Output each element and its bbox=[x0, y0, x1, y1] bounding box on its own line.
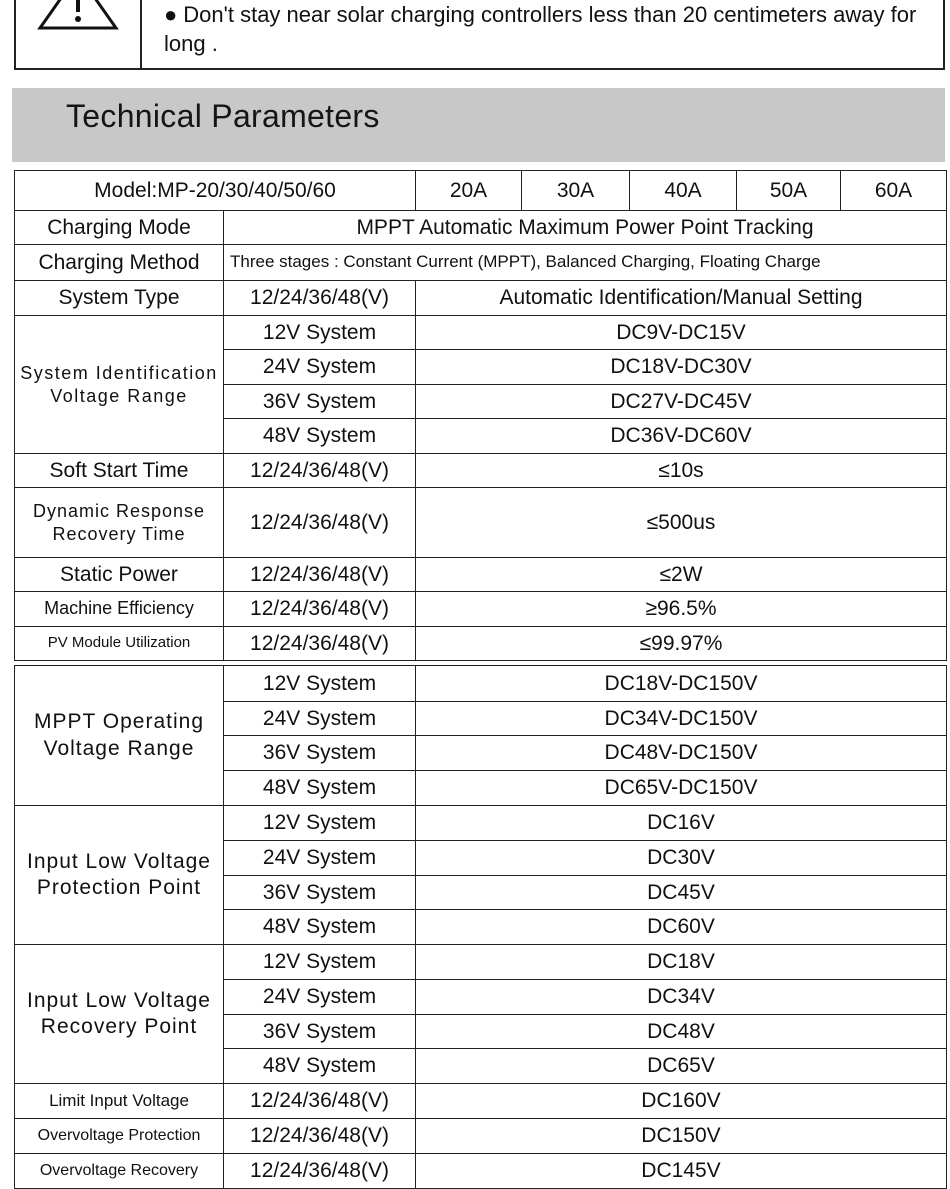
current-20a: 20A bbox=[416, 171, 522, 211]
value-cell: DC45V bbox=[416, 876, 947, 910]
value-cell: DC27V-DC45V bbox=[416, 385, 947, 419]
row-value: ≤500us bbox=[416, 488, 947, 558]
table-row bbox=[15, 592, 947, 627]
system-cell: 12V System bbox=[224, 945, 416, 980]
row-label: Charging Method bbox=[15, 245, 224, 281]
row-voltage: 12/24/36/48(V) bbox=[224, 1084, 416, 1119]
system-cell: 48V System bbox=[224, 1049, 416, 1084]
row-label: Soft Start Time bbox=[15, 454, 224, 488]
row-value: ≤2W bbox=[416, 558, 947, 592]
row-label: Static Power bbox=[15, 558, 224, 592]
row-voltage: 12/24/36/48(V) bbox=[224, 592, 416, 627]
row-value: MPPT Automatic Maximum Power Point Tracking bbox=[224, 211, 947, 245]
section-header bbox=[12, 88, 945, 162]
group-label: Input Low Voltage Protection Point bbox=[15, 806, 224, 945]
row-label: Limit Input Voltage bbox=[15, 1084, 224, 1119]
system-cell: 36V System bbox=[224, 736, 416, 771]
group-label: System Identification Voltage Range bbox=[15, 316, 224, 454]
current-60a: 60A bbox=[841, 171, 947, 211]
value-cell: DC18V-DC150V bbox=[416, 666, 947, 702]
warning-triangle-icon bbox=[36, 0, 120, 32]
row-value: DC160V bbox=[416, 1084, 947, 1119]
table-row bbox=[15, 1154, 947, 1189]
table-row bbox=[15, 558, 947, 592]
system-cell: 48V System bbox=[224, 771, 416, 806]
row-value: Automatic Identification/Manual Setting bbox=[416, 281, 947, 316]
row-value: DC145V bbox=[416, 1154, 947, 1189]
system-cell: 36V System bbox=[224, 876, 416, 910]
value-cell: DC16V bbox=[416, 806, 947, 841]
value-cell: DC9V-DC15V bbox=[416, 316, 947, 350]
row-voltage: 12/24/36/48(V) bbox=[224, 488, 416, 558]
row-voltage: 12/24/36/48(V) bbox=[224, 454, 416, 488]
table-row bbox=[15, 454, 947, 488]
system-cell: 36V System bbox=[224, 1015, 416, 1049]
table-row bbox=[15, 488, 947, 558]
row-label: Dynamic Response Recovery Time bbox=[15, 488, 224, 558]
current-30a: 30A bbox=[522, 171, 630, 211]
table-row bbox=[15, 316, 947, 350]
value-cell: DC36V-DC60V bbox=[416, 419, 947, 454]
group-label: MPPT Operating Voltage Range bbox=[15, 666, 224, 806]
row-voltage: 12/24/36/48(V) bbox=[224, 558, 416, 592]
row-value: ≤99.97% bbox=[416, 627, 947, 661]
value-cell: DC48V-DC150V bbox=[416, 736, 947, 771]
table-row bbox=[15, 945, 947, 980]
system-cell: 24V System bbox=[224, 841, 416, 876]
system-cell: 12V System bbox=[224, 316, 416, 350]
system-cell: 12V System bbox=[224, 666, 416, 702]
row-label: Machine Efficiency bbox=[15, 592, 224, 627]
row-label: Overvoltage Recovery bbox=[15, 1154, 224, 1189]
row-value: ≤10s bbox=[416, 454, 947, 488]
model-label: Model:MP-20/30/40/50/60 bbox=[15, 171, 416, 211]
warning-text-block bbox=[164, 0, 934, 58]
table-row bbox=[15, 627, 947, 661]
value-cell: DC60V bbox=[416, 910, 947, 945]
system-cell: 24V System bbox=[224, 702, 416, 736]
section-title: Technical Parameters bbox=[66, 98, 380, 134]
row-label: Charging Mode bbox=[15, 211, 224, 245]
value-cell: DC65V bbox=[416, 1049, 947, 1084]
system-cell: 24V System bbox=[224, 980, 416, 1015]
value-cell: DC65V-DC150V bbox=[416, 771, 947, 806]
warning-box bbox=[14, 0, 945, 70]
system-cell: 36V System bbox=[224, 385, 416, 419]
table-header-row bbox=[15, 171, 947, 211]
row-value: Three stages : Constant Current (MPPT), Balanced Charging, Floating Charge bbox=[224, 245, 947, 281]
row-voltage: 12/24/36/48(V) bbox=[224, 1119, 416, 1154]
current-50a: 50A bbox=[737, 171, 841, 211]
warning-text: Don't stay near solar charging controllers less than 20 centimeters away for long . bbox=[164, 2, 917, 56]
value-cell: DC18V bbox=[416, 945, 947, 980]
table-row bbox=[15, 245, 947, 281]
value-cell: DC18V-DC30V bbox=[416, 350, 947, 385]
table-row bbox=[15, 806, 947, 841]
system-cell: 48V System bbox=[224, 419, 416, 454]
table-row bbox=[15, 1084, 947, 1119]
value-cell: DC48V bbox=[416, 1015, 947, 1049]
row-label: Overvoltage Protection bbox=[15, 1119, 224, 1154]
bullet-icon: ● bbox=[164, 2, 178, 27]
system-cell: 48V System bbox=[224, 910, 416, 945]
system-cell: 24V System bbox=[224, 350, 416, 385]
row-value: DC150V bbox=[416, 1119, 947, 1154]
parameters-table bbox=[14, 170, 947, 1189]
value-cell: DC30V bbox=[416, 841, 947, 876]
row-label: PV Module Utilization bbox=[15, 627, 224, 661]
table-row bbox=[15, 281, 947, 316]
current-40a: 40A bbox=[630, 171, 737, 211]
row-voltage: 12/24/36/48(V) bbox=[224, 1154, 416, 1189]
group-label: Input Low Voltage Recovery Point bbox=[15, 945, 224, 1084]
row-value: ≥96.5% bbox=[416, 592, 947, 627]
value-cell: DC34V-DC150V bbox=[416, 702, 947, 736]
warning-icon-cell bbox=[16, 0, 142, 68]
table-row bbox=[15, 211, 947, 245]
table-row bbox=[15, 666, 947, 702]
row-voltage: 12/24/36/48(V) bbox=[224, 281, 416, 316]
row-voltage: 12/24/36/48(V) bbox=[224, 627, 416, 661]
system-cell: 12V System bbox=[224, 806, 416, 841]
value-cell: DC34V bbox=[416, 980, 947, 1015]
row-label: System Type bbox=[15, 281, 224, 316]
table-row bbox=[15, 1119, 947, 1154]
